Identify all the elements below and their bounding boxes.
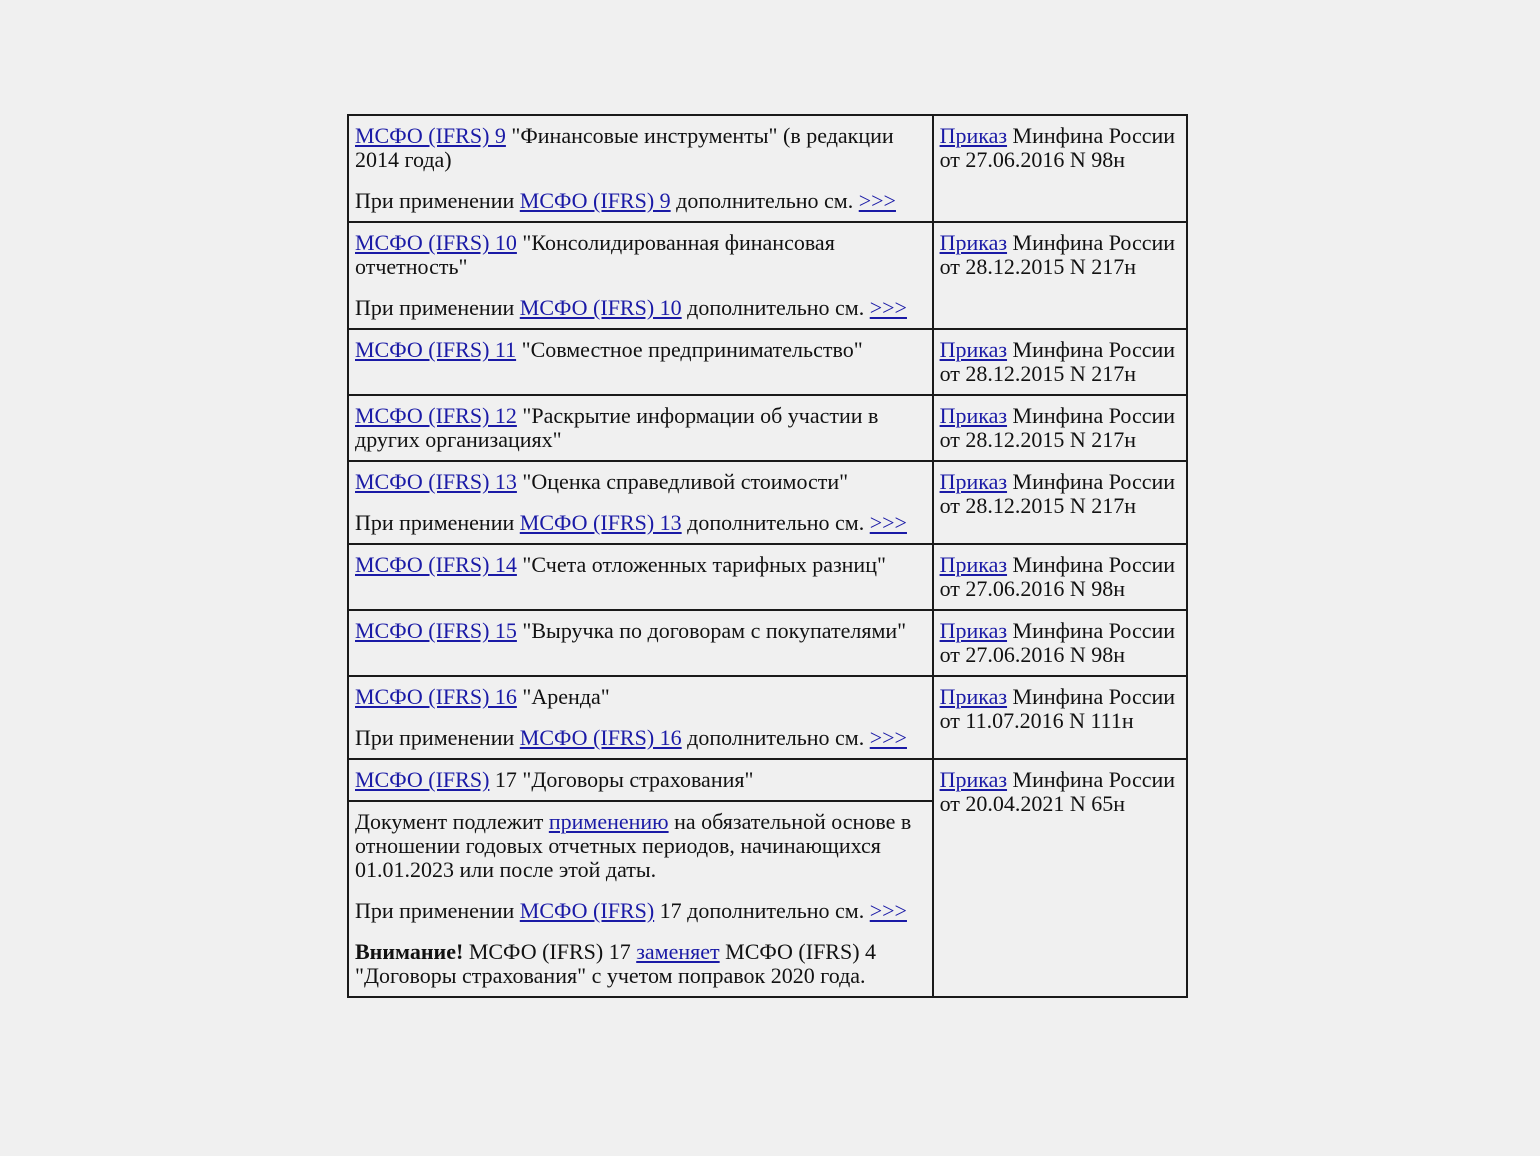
- standard-link[interactable]: МСФО (IFRS) 16: [355, 684, 517, 709]
- order-link[interactable]: Приказ: [939, 684, 1008, 709]
- order-cell: Приказ Минфина России от 28.12.2015 N 217н: [933, 222, 1187, 329]
- standard-title: 17 "Договоры страхования": [494, 767, 754, 792]
- order-date: от 27.06.2016 N 98н: [939, 576, 1126, 601]
- standard-link[interactable]: МСФО (IFRS) 13: [355, 469, 517, 494]
- standard-title: "Аренда": [522, 684, 610, 709]
- table-row: [348, 759, 1187, 801]
- order-cell: Приказ Минфина России от 28.12.2015 N 217н: [933, 395, 1187, 461]
- standard-link[interactable]: МСФО (IFRS) 12: [355, 403, 517, 428]
- order-cell: Приказ Минфина России от 28.12.2015 N 217н: [933, 329, 1187, 395]
- order-link[interactable]: Приказ: [939, 469, 1008, 494]
- order-cell: Приказ Минфина России от 11.07.2016 N 111н: [933, 676, 1187, 759]
- standard-see-link[interactable]: МСФО (IFRS) 16: [519, 725, 682, 750]
- order-date: от 28.12.2015 N 217н: [939, 254, 1137, 279]
- table-row: [348, 395, 1187, 461]
- attention-label: Внимание!: [355, 939, 464, 964]
- standard-title: "Совместное предпринимательство": [521, 337, 863, 362]
- more-link[interactable]: >>>: [869, 295, 907, 320]
- more-link[interactable]: >>>: [869, 510, 907, 535]
- more-link[interactable]: >>>: [869, 725, 907, 750]
- order-link[interactable]: Приказ: [939, 403, 1008, 428]
- standard-note-cell: Документ подлежит применению на обязательной основе в отношении годовых отчетных периодов, начинающихся 01.01.2023 или после этой даты. При применении МСФО (IFRS) 17 дополнительно см. >>> Внимание! МСФО (IFRS) 17 заменяет МСФО (IFRS) 4 "Договоры страхования" с учетом поправок 2020 года.: [348, 801, 933, 997]
- order-date: от 27.06.2016 N 98н: [939, 642, 1126, 667]
- table-row: [348, 676, 1187, 759]
- application-note: Документ подлежит применению на обязательной основе в отношении годовых отчетных периодов, начинающихся 01.01.2023 или после этой даты.: [355, 809, 912, 882]
- standard-cell: МСФО (IFRS) 10 "Консолидированная финансовая отчетность" При применении МСФО (IFRS) 10 дополнительно см. >>>: [348, 222, 933, 329]
- standard-see-link[interactable]: МСФО (IFRS) 10: [519, 295, 682, 320]
- order-cell: Приказ Минфина России от 27.06.2016 N 98н: [933, 115, 1187, 222]
- order-date: от 28.12.2015 N 217н: [939, 493, 1137, 518]
- order-cell: Приказ Минфина России от 20.04.2021 N 65н: [933, 759, 1187, 997]
- standard-title: "Выручка по договорам с покупателями": [522, 618, 907, 643]
- order-link[interactable]: Приказ: [939, 618, 1008, 643]
- table-row: [348, 461, 1187, 544]
- standard-cell: [348, 610, 933, 676]
- standard-link[interactable]: МСФО (IFRS) 15: [355, 618, 517, 643]
- standard-title: "Счета отложенных тарифных разниц": [522, 552, 886, 577]
- order-cell: Приказ Минфина России от 28.12.2015 N 217н: [933, 461, 1187, 544]
- standard-cell: МСФО (IFRS) 13 "Оценка справедливой стоимости" При применении МСФО (IFRS) 13 дополнительно см. >>>: [348, 461, 933, 544]
- standard-see-link[interactable]: МСФО (IFRS) 13: [519, 510, 682, 535]
- standard-cell: [348, 395, 933, 461]
- order-link[interactable]: Приказ: [939, 767, 1008, 792]
- standard-link[interactable]: МСФО (IFRS) 9: [355, 123, 506, 148]
- table-row: [348, 610, 1187, 676]
- table-row: [348, 544, 1187, 610]
- standard-link[interactable]: МСФО (IFRS) 10: [355, 230, 517, 255]
- standard-cell: [348, 544, 933, 610]
- table-row: [348, 222, 1187, 329]
- standard-link[interactable]: МСФО (IFRS): [355, 767, 490, 792]
- standard-link[interactable]: МСФО (IFRS) 11: [355, 337, 517, 362]
- order-cell: Приказ Минфина России от 27.06.2016 N 98н: [933, 610, 1187, 676]
- more-link[interactable]: >>>: [858, 188, 896, 213]
- table-row: [348, 329, 1187, 395]
- order-link[interactable]: Приказ: [939, 123, 1008, 148]
- standard-cell: [348, 759, 933, 801]
- order-cell: Приказ Минфина России от 27.06.2016 N 98н: [933, 544, 1187, 610]
- standard-title: "Оценка справедливой стоимости": [522, 469, 849, 494]
- order-date: от 11.07.2016 N 111н: [939, 708, 1134, 733]
- application-link[interactable]: применению: [548, 809, 669, 834]
- order-date: от 27.06.2016 N 98н: [939, 147, 1126, 172]
- table-row: [348, 115, 1187, 222]
- ifrs-standards-table: [347, 114, 1188, 998]
- order-link[interactable]: Приказ: [939, 337, 1008, 362]
- standard-see-link[interactable]: МСФО (IFRS) 9: [519, 188, 671, 213]
- more-link[interactable]: >>>: [869, 898, 907, 923]
- standard-cell: [348, 329, 933, 395]
- standard-cell: МСФО (IFRS) 16 "Аренда" При применении МСФО (IFRS) 16 дополнительно см. >>>: [348, 676, 933, 759]
- standard-title: "Финансовые инструменты" (в редакции 2014 года): [355, 123, 894, 172]
- order-link[interactable]: Приказ: [939, 552, 1008, 577]
- standard-link[interactable]: МСФО (IFRS) 14: [355, 552, 517, 577]
- order-date: от 28.12.2015 N 217н: [939, 361, 1137, 386]
- replaces-link[interactable]: заменяет: [636, 939, 720, 964]
- order-link[interactable]: Приказ: [939, 230, 1008, 255]
- attention-note: Внимание! МСФО (IFRS) 17 заменяет МСФО (IFRS) 4 "Договоры страхования" с учетом поправок 2020 года.: [355, 939, 877, 988]
- standard-see-link[interactable]: МСФО (IFRS): [519, 898, 655, 923]
- standard-title: "Раскрытие информации об участии в других организациях": [355, 403, 879, 452]
- order-date: от 28.12.2015 N 217н: [939, 427, 1137, 452]
- order-date: от 20.04.2021 N 65н: [939, 791, 1126, 816]
- standard-title: "Консолидированная финансовая отчетность": [355, 230, 835, 279]
- standard-cell: МСФО (IFRS) 9 "Финансовые инструменты" (в редакции 2014 года) При применении МСФО (IFRS) 9 дополнительно см. >>>: [348, 115, 933, 222]
